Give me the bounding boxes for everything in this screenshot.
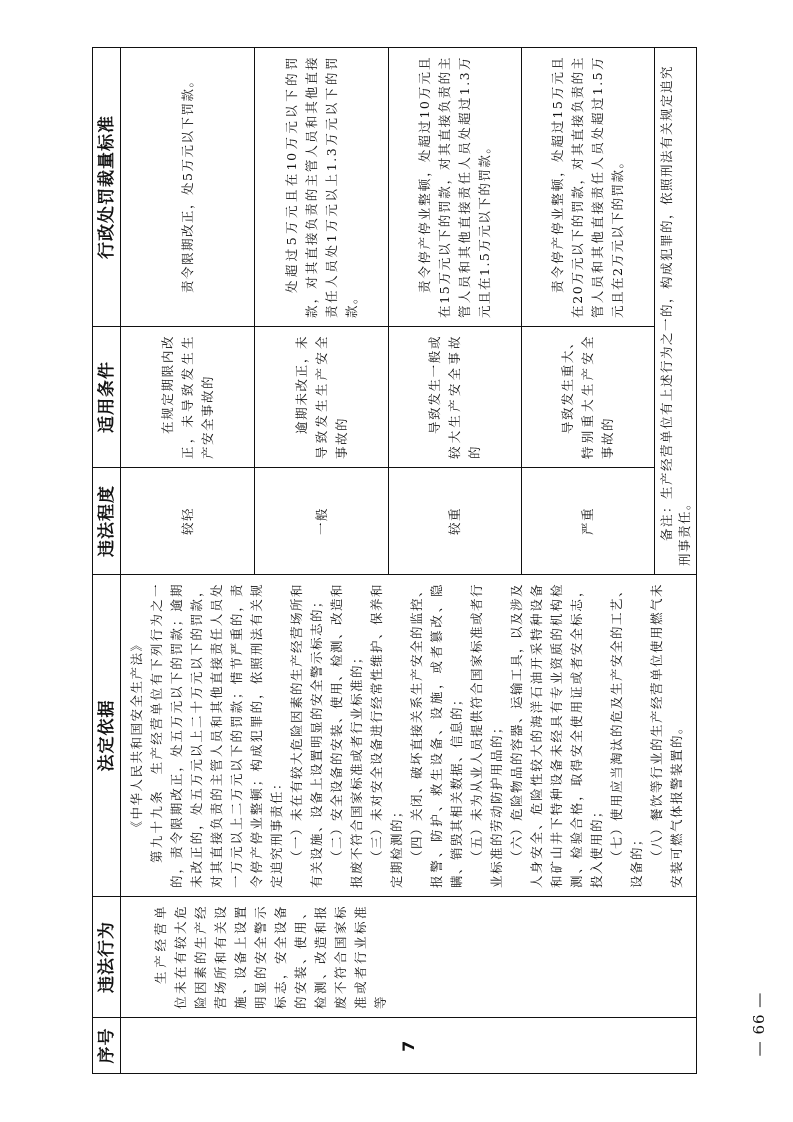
entry-number: 7 xyxy=(121,1018,697,1074)
article-text: 第九十九条 生产经营单位有下列行为之一的，责令限期改正，处五万元以下的罚款；逾期未改正的，处五万元以上二十万元以下的罚款，对其直接负责的主管人员和其他直接责任人员处一万元以上二万元以下的罚款；情节严重的，责令停产停业整顿；构成犯罪的，依照刑法有关规定追究刑事责任： xyxy=(149,583,284,888)
condition-cell: 导致发生一般或较大生产安全事故的 xyxy=(389,327,522,468)
clause: （五）未为从业人员提供符合国家标准或者行业标准的劳动防护用品的； xyxy=(469,582,504,888)
header-standard: 行政处罚裁量标准 xyxy=(93,48,121,327)
degree-cell: 较重 xyxy=(389,468,522,575)
penalty-table xyxy=(92,47,697,1074)
note-cell: 备注：生产经营单位有上述行为之一的，构成犯罪的，依照刑法有关规定追究刑事责任。 xyxy=(655,48,697,575)
table-row xyxy=(121,48,255,1074)
standard-cell: 责令停产停业整顿，处超过10万元且在15万元以下的罚款，对其直接负责的主管人员和其他直接责任人员处超过1.3万元且在1.5万元以下的罚款。 xyxy=(389,48,522,327)
header-degree: 违法程度 xyxy=(93,468,121,575)
page-number: — 66 — xyxy=(750,991,768,1057)
clause: （八）餐饮等行业的生产经营单位使用燃气未安装可燃气体报警装置的。 xyxy=(649,582,684,888)
clause: （二）安全设备的安装、使用、检测、改造和报废不符合国家标准或者行业标准的； xyxy=(329,582,364,888)
condition-cell: 导致发生重大、特别重大生产安全事故的 xyxy=(522,327,655,468)
clause: （一）未在有较大危险因素的生产经营场所和有关设施、设备上设置明显的安全警示标志的； xyxy=(289,582,324,888)
clause: （七）使用应当淘汰的危及生产安全的工艺、设备的； xyxy=(609,582,644,888)
legal-basis xyxy=(121,575,697,897)
header-condition: 适用条件 xyxy=(93,327,121,468)
clause: （六）危险物品的容器、运输工具，以及涉及人身安全、危险性较大的海洋石油开采特种设备和矿山井下特种设备未经具有专业资质的机构检测、检验合格，取得安全使用证或者安全标志，投入使用的； xyxy=(509,582,604,888)
standard-cell: 责令限期改正，处5万元以下罚款。 xyxy=(121,48,255,327)
degree-cell: 严重 xyxy=(522,468,655,575)
header-act: 违法行为 xyxy=(93,897,121,1018)
header-no: 序号 xyxy=(93,1018,121,1074)
condition-cell: 在规定期限内改正，未导致发生生产安全事故的 xyxy=(121,327,255,468)
header-basis: 法定依据 xyxy=(93,575,121,897)
standard-cell: 处超过5万元且在10万元以下的罚款，对其直接负责的主管人员和其他直接责任人员处1万元以上1.3万元以下的罚款。 xyxy=(255,48,389,327)
rotated-page xyxy=(92,48,768,1074)
clause: （四）关闭、破坏直接关系生产安全的监控、报警、防护、救生设备、设施，或者篡改、隐瞒、销毁其相关数据、信息的； xyxy=(409,582,464,888)
header-row xyxy=(93,48,121,1074)
clause: （三）未对安全设备进行经常性维护、保养和定期检测的； xyxy=(369,582,404,888)
violation-act: 生产经营单位未在有较大危险因素的生产经营场所和有关设施、设备上设置明显的安全警示标志，安全设备的安装、使用、检测、改造和报废不符合国家标准或者行业标准等 xyxy=(121,897,697,1018)
standard-cell: 责令停产停业整顿，处超过15万元且在20万元以下的罚款，对其直接负责的主管人员和其他直接责任人员处超过1.5万元且在2万元以下的罚款。 xyxy=(522,48,655,327)
degree-cell: 一般 xyxy=(255,468,389,575)
law-title: 《中华人民共和国安全生产法》 xyxy=(129,637,144,834)
degree-cell: 较轻 xyxy=(121,468,255,575)
condition-cell: 逾期未改正，未导致发生生产安全事故的 xyxy=(255,327,389,468)
